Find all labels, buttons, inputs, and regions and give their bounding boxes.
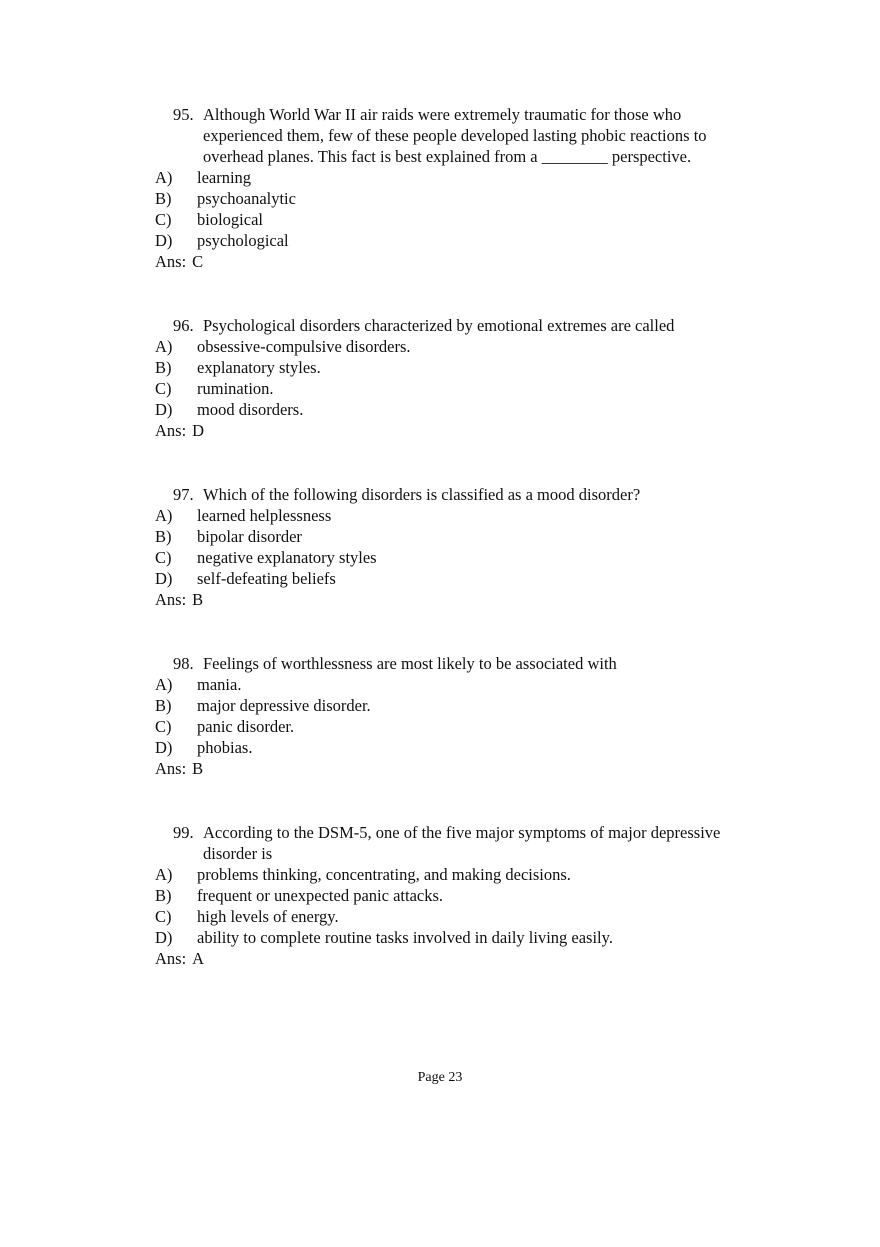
answer-line — [155, 420, 775, 441]
question-text: Feelings of worthlessness are most likely to be associated with — [203, 654, 617, 673]
choice-letter: C) — [155, 548, 172, 567]
choice-letter: B) — [155, 886, 172, 905]
choice-a — [155, 674, 775, 695]
answer-line — [155, 948, 775, 969]
answer-line — [155, 251, 775, 272]
choice-d — [155, 927, 775, 948]
choice-letter: C) — [155, 907, 172, 926]
choice-letter: C) — [155, 210, 172, 229]
question-number: 95. — [173, 105, 194, 124]
choice-text: major depressive disorder. — [197, 696, 371, 715]
choice-c — [155, 716, 775, 737]
question-number: 98. — [173, 654, 194, 673]
choice-a — [155, 864, 775, 885]
choice-b — [155, 357, 775, 378]
choice-letter: D) — [155, 738, 173, 757]
choice-text: explanatory styles. — [197, 358, 321, 377]
choice-d — [155, 737, 775, 758]
choice-b — [155, 695, 775, 716]
question-text: According to the DSM-5, one of the five major symptoms of major depressive disorder is — [203, 823, 721, 863]
choice-b — [155, 188, 775, 209]
choice-text: ability to complete routine tasks involved in daily living easily. — [197, 928, 613, 947]
answer-line — [155, 758, 775, 779]
choice-letter: A) — [155, 337, 173, 356]
question-text: Although World War II air raids were extremely traumatic for those who experienced them, few of these people developed lasting phobic reactions to overhead planes. This fact is best explained from a ________ perspective. — [203, 105, 707, 166]
choice-letter: B) — [155, 358, 172, 377]
choice-text: mood disorders. — [197, 400, 304, 419]
choice-c — [155, 378, 775, 399]
choice-text: negative explanatory styles — [197, 548, 377, 567]
question-number: 97. — [173, 485, 194, 504]
question-95 — [155, 104, 775, 272]
answer-value: B — [192, 590, 204, 609]
question-stem — [155, 822, 775, 864]
answer-value: D — [192, 421, 205, 440]
choice-letter: C) — [155, 379, 172, 398]
answer-label: Ans: — [155, 421, 187, 440]
choice-text: problems thinking, concentrating, and making decisions. — [197, 865, 571, 884]
question-stem — [155, 104, 775, 167]
answer-label: Ans: — [155, 759, 187, 778]
answer-label: Ans: — [155, 590, 187, 609]
choice-a — [155, 167, 775, 188]
choice-letter: D) — [155, 928, 173, 947]
choice-text: psychoanalytic — [197, 189, 296, 208]
choice-letter: D) — [155, 231, 173, 250]
choice-text: learning — [197, 168, 252, 187]
question-96 — [155, 315, 775, 441]
choice-text: self-defeating beliefs — [197, 569, 336, 588]
question-stem — [155, 484, 775, 505]
choice-d — [155, 568, 775, 589]
choice-letter: A) — [155, 865, 173, 884]
question-number: 96. — [173, 316, 194, 335]
question-98 — [155, 653, 775, 779]
choice-letter: C) — [155, 717, 172, 736]
choice-text: high levels of energy. — [197, 907, 339, 926]
answer-value: B — [192, 759, 204, 778]
question-text: Which of the following disorders is classified as a mood disorder? — [203, 485, 641, 504]
choice-text: phobias. — [197, 738, 253, 757]
question-stem — [155, 653, 775, 674]
choice-d — [155, 399, 775, 420]
question-number: 99. — [173, 823, 194, 842]
choice-text: biological — [197, 210, 263, 229]
choice-letter: B) — [155, 696, 172, 715]
answer-label: Ans: — [155, 252, 187, 271]
choice-letter: D) — [155, 569, 173, 588]
choice-text: bipolar disorder — [197, 527, 302, 546]
question-97 — [155, 484, 775, 610]
choice-text: panic disorder. — [197, 717, 295, 736]
choice-letter: B) — [155, 189, 172, 208]
choice-b — [155, 885, 775, 906]
choice-b — [155, 526, 775, 547]
choice-c — [155, 906, 775, 927]
choice-c — [155, 547, 775, 568]
answer-value: C — [192, 252, 204, 271]
choice-letter: A) — [155, 168, 173, 187]
answer-line — [155, 589, 775, 610]
choice-a — [155, 505, 775, 526]
choice-text: learned helplessness — [197, 506, 332, 525]
choice-d — [155, 230, 775, 251]
question-99 — [155, 822, 775, 969]
answer-value: A — [192, 949, 205, 968]
choice-text: rumination. — [197, 379, 274, 398]
choice-a — [155, 336, 775, 357]
answer-label: Ans: — [155, 949, 187, 968]
question-text: Psychological disorders characterized by emotional extremes are called — [203, 316, 675, 335]
choice-text: frequent or unexpected panic attacks. — [197, 886, 444, 905]
choice-text: mania. — [197, 675, 242, 694]
choice-text: obsessive-compulsive disorders. — [197, 337, 411, 356]
choice-c — [155, 209, 775, 230]
choice-text: psychological — [197, 231, 289, 250]
page-number: Page 23 — [417, 1070, 463, 1085]
choice-letter: A) — [155, 506, 173, 525]
choice-letter: A) — [155, 675, 173, 694]
question-stem — [155, 315, 775, 336]
choice-letter: D) — [155, 400, 173, 419]
choice-letter: B) — [155, 527, 172, 546]
